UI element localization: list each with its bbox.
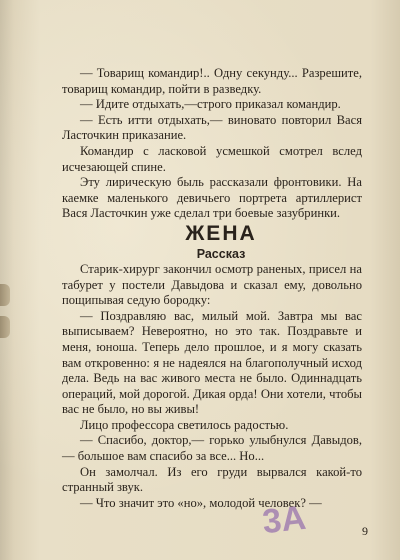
library-stamp	[250, 495, 318, 541]
paragraph: Командир с ласковой усмешкой смотрел вслед исчезающей спине.	[62, 143, 362, 174]
paragraph: — Товарищ командир!.. Одну секунду... Разрешите, товарищ командир, пойти в разведку.	[62, 66, 362, 96]
paragraph: Лицо профессора светилось радостью.	[80, 417, 289, 432]
binding-thread-mark	[0, 284, 10, 306]
paragraph: — Идите отдыхать,—строго приказал командир.	[80, 97, 341, 112]
binding-thread-mark	[0, 316, 10, 338]
paragraph: — Есть итти отдыхать,— виновато повторил Вася Ласточкин приказание.	[62, 112, 362, 143]
paragraph: Он замолчал. Из его груди вырвался какой-то странный звук.	[62, 464, 362, 495]
stamp-text: 3А	[260, 498, 308, 542]
paragraph: Эту лирическую быль рассказали фронтовики. На каемке маленького девичьего портрета артиллерист Вася Ласточкин уже сделал три боевые зазубринки.	[62, 175, 362, 221]
story-subtitle: Рассказ	[196, 246, 246, 261]
paragraph: — Что значит это «но», молодой человек? —	[80, 495, 322, 510]
paragraph: — Поздравляю вас, милый мой. Завтра мы вас выписываем? Невероятно, но это так. Поздравьте и меня, юноша. Теперь дело прошлое, и я могу сказать вам откровенно: я не надеялся на благополучный исход дела. Ведь на вас живого места не было. Одиннадцать операций, мой дорогой. Дикая орда! Они хотели, чтобы вас не было, но вы живы!	[62, 308, 362, 417]
paragraph: Старик-хирург закончил осмотр раненых, присел на табурет у постели Давыдова и сказал ему, довольно пощипывая седую бородку:	[62, 261, 362, 308]
paragraph: — Спасибо, доктор,— горько улыбнулся Давыдов,— большое вам спасибо за все... Но...	[62, 433, 362, 464]
page-text	[62, 66, 362, 511]
page-number: 9	[362, 524, 368, 538]
story-title: ЖЕНА	[185, 221, 257, 245]
